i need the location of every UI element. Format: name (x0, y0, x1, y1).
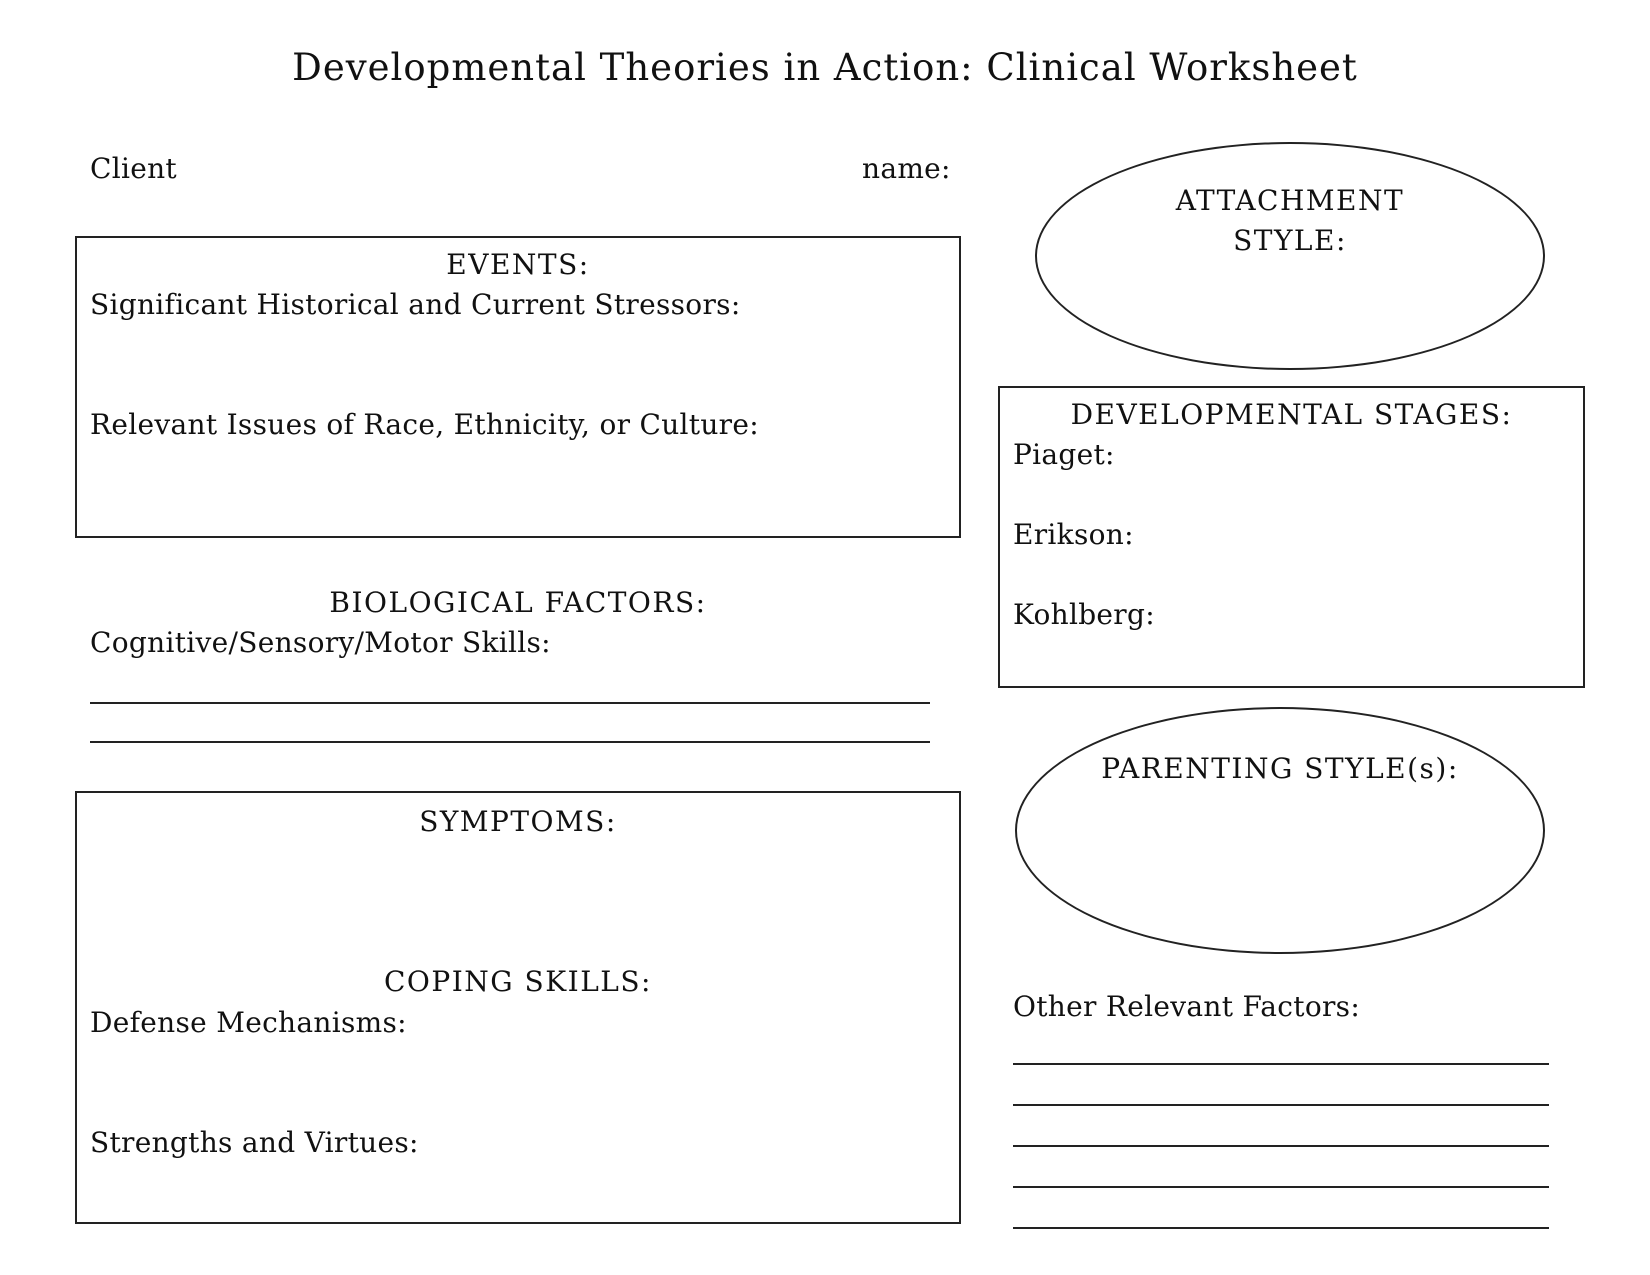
other-answer-line-1[interactable] (1013, 1063, 1549, 1065)
attachment-heading-line1: ATTACHMENT (1175, 184, 1405, 217)
biological-answer-line-1[interactable] (90, 702, 930, 704)
strengths-field[interactable] (90, 1163, 950, 1213)
other-answer-line-5[interactable] (1013, 1227, 1549, 1229)
erikson-field[interactable] (1125, 518, 1570, 554)
defense-label: Defense Mechanisms: (90, 1006, 407, 1039)
other-answer-line-2[interactable] (1013, 1104, 1549, 1106)
kohlberg-field[interactable] (1148, 598, 1570, 634)
symptoms-field[interactable] (90, 845, 950, 950)
other-answer-line-3[interactable] (1013, 1145, 1549, 1147)
parenting-ellipse[interactable] (1015, 707, 1545, 954)
piaget-field[interactable] (1110, 438, 1570, 474)
attachment-heading-line2: STYLE: (1233, 224, 1347, 257)
culture-field[interactable] (90, 445, 950, 525)
stressors-field[interactable] (90, 325, 950, 395)
kohlberg-label: Kohlberg: (1013, 598, 1155, 631)
developmental-heading: DEVELOPMENTAL STAGES: (1070, 398, 1513, 431)
defense-field[interactable] (90, 1043, 950, 1113)
client-label: Client (90, 152, 177, 185)
other-answer-line-4[interactable] (1013, 1186, 1549, 1188)
strengths-label: Strengths and Virtues: (90, 1126, 419, 1159)
culture-label: Relevant Issues of Race, Ethnicity, or Culture: (90, 408, 759, 441)
symptoms-heading: SYMPTOMS: (419, 805, 617, 838)
page-title: Developmental Theories in Action: Clinical Worksheet (292, 46, 1358, 89)
piaget-label: Piaget: (1013, 438, 1115, 471)
coping-heading: COPING SKILLS: (383, 965, 652, 998)
biological-answer-line-2[interactable] (90, 741, 930, 743)
other-factors-label: Other Relevant Factors: (1013, 990, 1361, 1023)
client-name-label: name: (862, 152, 951, 185)
stressors-label: Significant Historical and Current Stressors: (90, 288, 741, 321)
events-heading: EVENTS: (446, 248, 590, 281)
client-name-field[interactable] (180, 150, 850, 186)
erikson-label: Erikson: (1013, 518, 1134, 551)
biological-heading: BIOLOGICAL FACTORS: (329, 586, 707, 619)
parenting-heading: PARENTING STYLE(s): (1101, 752, 1459, 785)
biological-skills-label: Cognitive/Sensory/Motor Skills: (90, 626, 551, 659)
